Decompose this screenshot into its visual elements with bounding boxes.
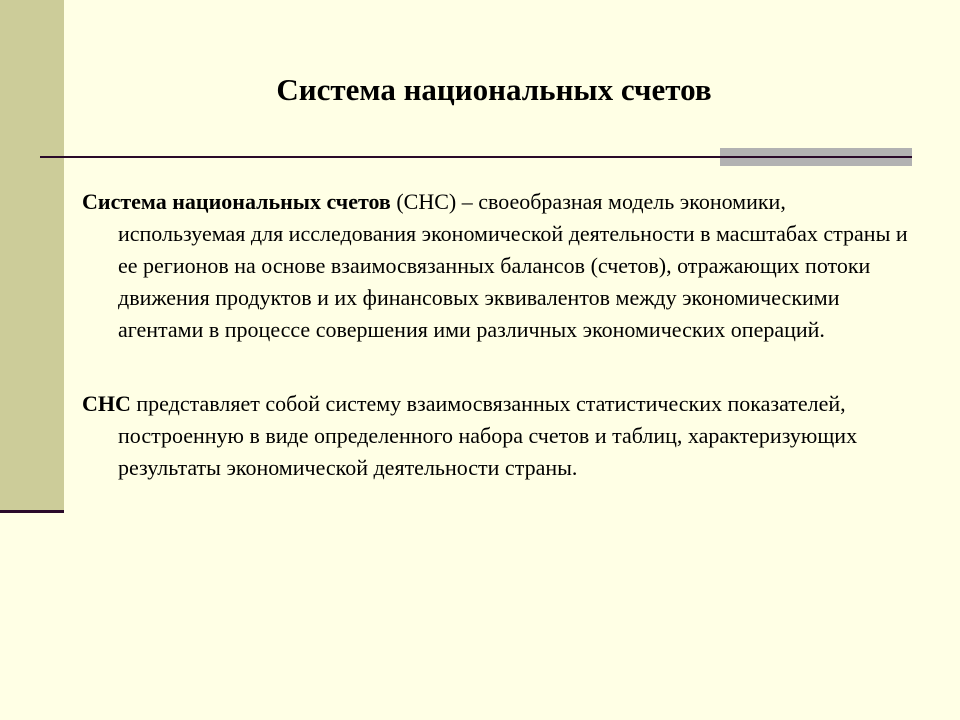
description-paragraph bbox=[82, 388, 912, 484]
slide-title: Система национальных счетов bbox=[276, 72, 712, 107]
definition-term: Система национальных счетов bbox=[82, 189, 391, 214]
slide-body bbox=[82, 186, 912, 484]
left-accent-underline bbox=[0, 510, 64, 513]
description-text: представляет собой систему взаимосвязанных статистических показателей, построенную в виде определенного набора счетов и таблиц, характеризующих результаты экономической деятельности страны. bbox=[118, 391, 858, 480]
description-term: СНС bbox=[82, 391, 131, 416]
definition-paragraph bbox=[82, 186, 912, 346]
definition-text: (СНС) – своеобразная модель экономики, используемая для исследования экономической деятельности в масштабах страны и ее регионов на основе взаимосвязанных балансов (счетов), отражающих потоки движения продуктов и их финансовых эквивалентов между экономическими агентами в процессе совершения ими различных экономических операций. bbox=[118, 189, 908, 342]
left-accent-bar bbox=[0, 0, 64, 512]
title-rule bbox=[40, 156, 912, 158]
